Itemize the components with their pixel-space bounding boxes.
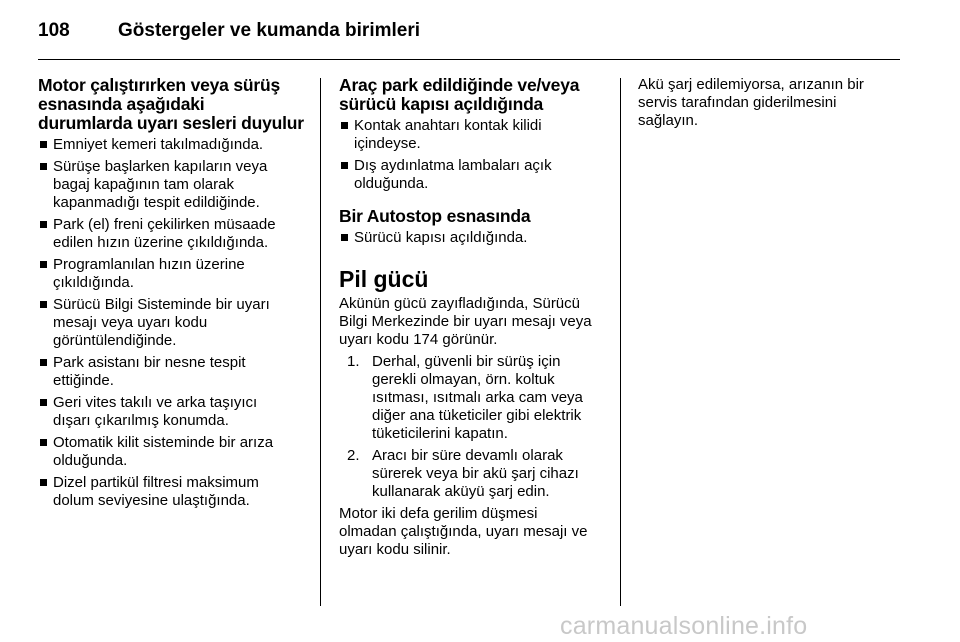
list-item: Geri vites takılı ve arka taşıyıcı dışarı çıkarılmış konumda. xyxy=(38,394,308,430)
square-bullet-icon xyxy=(40,399,47,406)
battery-steps xyxy=(339,353,607,501)
square-bullet-icon xyxy=(341,122,348,129)
column-right xyxy=(638,76,900,130)
list-item: Emniyet kemeri takılmadığında. xyxy=(38,136,308,154)
list-item: Dizel partikül filtresi maksimum dolum seviyesine ulaştığında. xyxy=(38,474,308,510)
list-item: Kontak anahtarı kontak kilidi içindeyse. xyxy=(339,117,607,153)
parked-heading: Araç park edildiğinde ve/veya sürücü kapısı açıldığında xyxy=(339,75,580,114)
header-divider xyxy=(38,59,900,60)
parked-list xyxy=(339,117,607,193)
square-bullet-icon xyxy=(40,359,47,366)
list-item: Park (el) freni çekilirken müsaade edilen hızın üzerine çıkıldığında. xyxy=(38,216,308,252)
square-bullet-icon xyxy=(40,163,47,170)
page-title: Göstergeler ve kumanda birimleri xyxy=(118,20,421,41)
list-item: Park asistanı bir nesne tespit ettiğinde. xyxy=(38,354,308,390)
list-item: Otomatik kilit sisteminde bir arıza olduğunda. xyxy=(38,434,308,470)
square-bullet-icon xyxy=(341,162,348,169)
watermark: carmanualsonline.info xyxy=(560,612,808,640)
list-item: Sürüşe başlarken kapıların veya bagaj kapağının tam olarak kapanmadığı tespit edildiğinde. xyxy=(38,158,308,212)
battery-outro: Motor iki defa gerilim düşmesi olmadan çalıştığında, uyarı mesajı ve uyarı kodu silinir. xyxy=(339,505,588,558)
battery-heading: Pil gücü xyxy=(339,266,429,292)
list-item: 2. Aracı bir süre devamlı olarak sürerek veya bir akü şarj cihazı kullanarak aküyü şarj edin. xyxy=(347,447,579,500)
battery-service-note: Akü şarj edilemiyorsa, arızanın bir servis tarafından giderilmesini sağlayın. xyxy=(638,76,864,129)
autostop-list xyxy=(339,229,607,247)
square-bullet-icon xyxy=(40,479,47,486)
square-bullet-icon xyxy=(40,221,47,228)
battery-intro: Akünün gücü zayıfladığında, Sürücü Bilgi Merkezinde bir uyarı mesajı veya uyarı kodu 174 görünür. xyxy=(339,295,592,348)
warning-chimes-heading: Motor çalıştırırken veya sürüş esnasında aşağıdaki durumlarda uyarı sesleri duyulur xyxy=(38,75,304,133)
list-item: Sürücü kapısı açıldığında. xyxy=(339,229,607,247)
column-divider-right xyxy=(620,78,621,606)
square-bullet-icon xyxy=(40,261,47,268)
square-bullet-icon xyxy=(341,234,348,241)
warning-chimes-list xyxy=(38,136,308,510)
square-bullet-icon xyxy=(40,301,47,308)
square-bullet-icon xyxy=(40,439,47,446)
list-item: Dış aydınlatma lambaları açık olduğunda. xyxy=(339,157,607,193)
column-middle xyxy=(339,76,607,559)
page-number: 108 xyxy=(38,20,70,41)
page-header xyxy=(38,14,900,58)
column-left xyxy=(38,76,308,514)
column-divider-left xyxy=(320,78,321,606)
list-item: 1. Derhal, güvenli bir sürüş için gerekli olmayan, örn. koltuk ısıtması, ısıtmalı arka cam veya diğer ana tüketiciler gibi elektrik tüketicilerini kapatın. xyxy=(347,353,583,442)
list-item: Sürücü Bilgi Sisteminde bir uyarı mesajı veya uyarı kodu görüntülendiğinde. xyxy=(38,296,308,350)
list-item: Programlanılan hızın üzerine çıkıldığında. xyxy=(38,256,308,292)
square-bullet-icon xyxy=(40,141,47,148)
autostop-heading: Bir Autostop esnasında xyxy=(339,206,531,226)
